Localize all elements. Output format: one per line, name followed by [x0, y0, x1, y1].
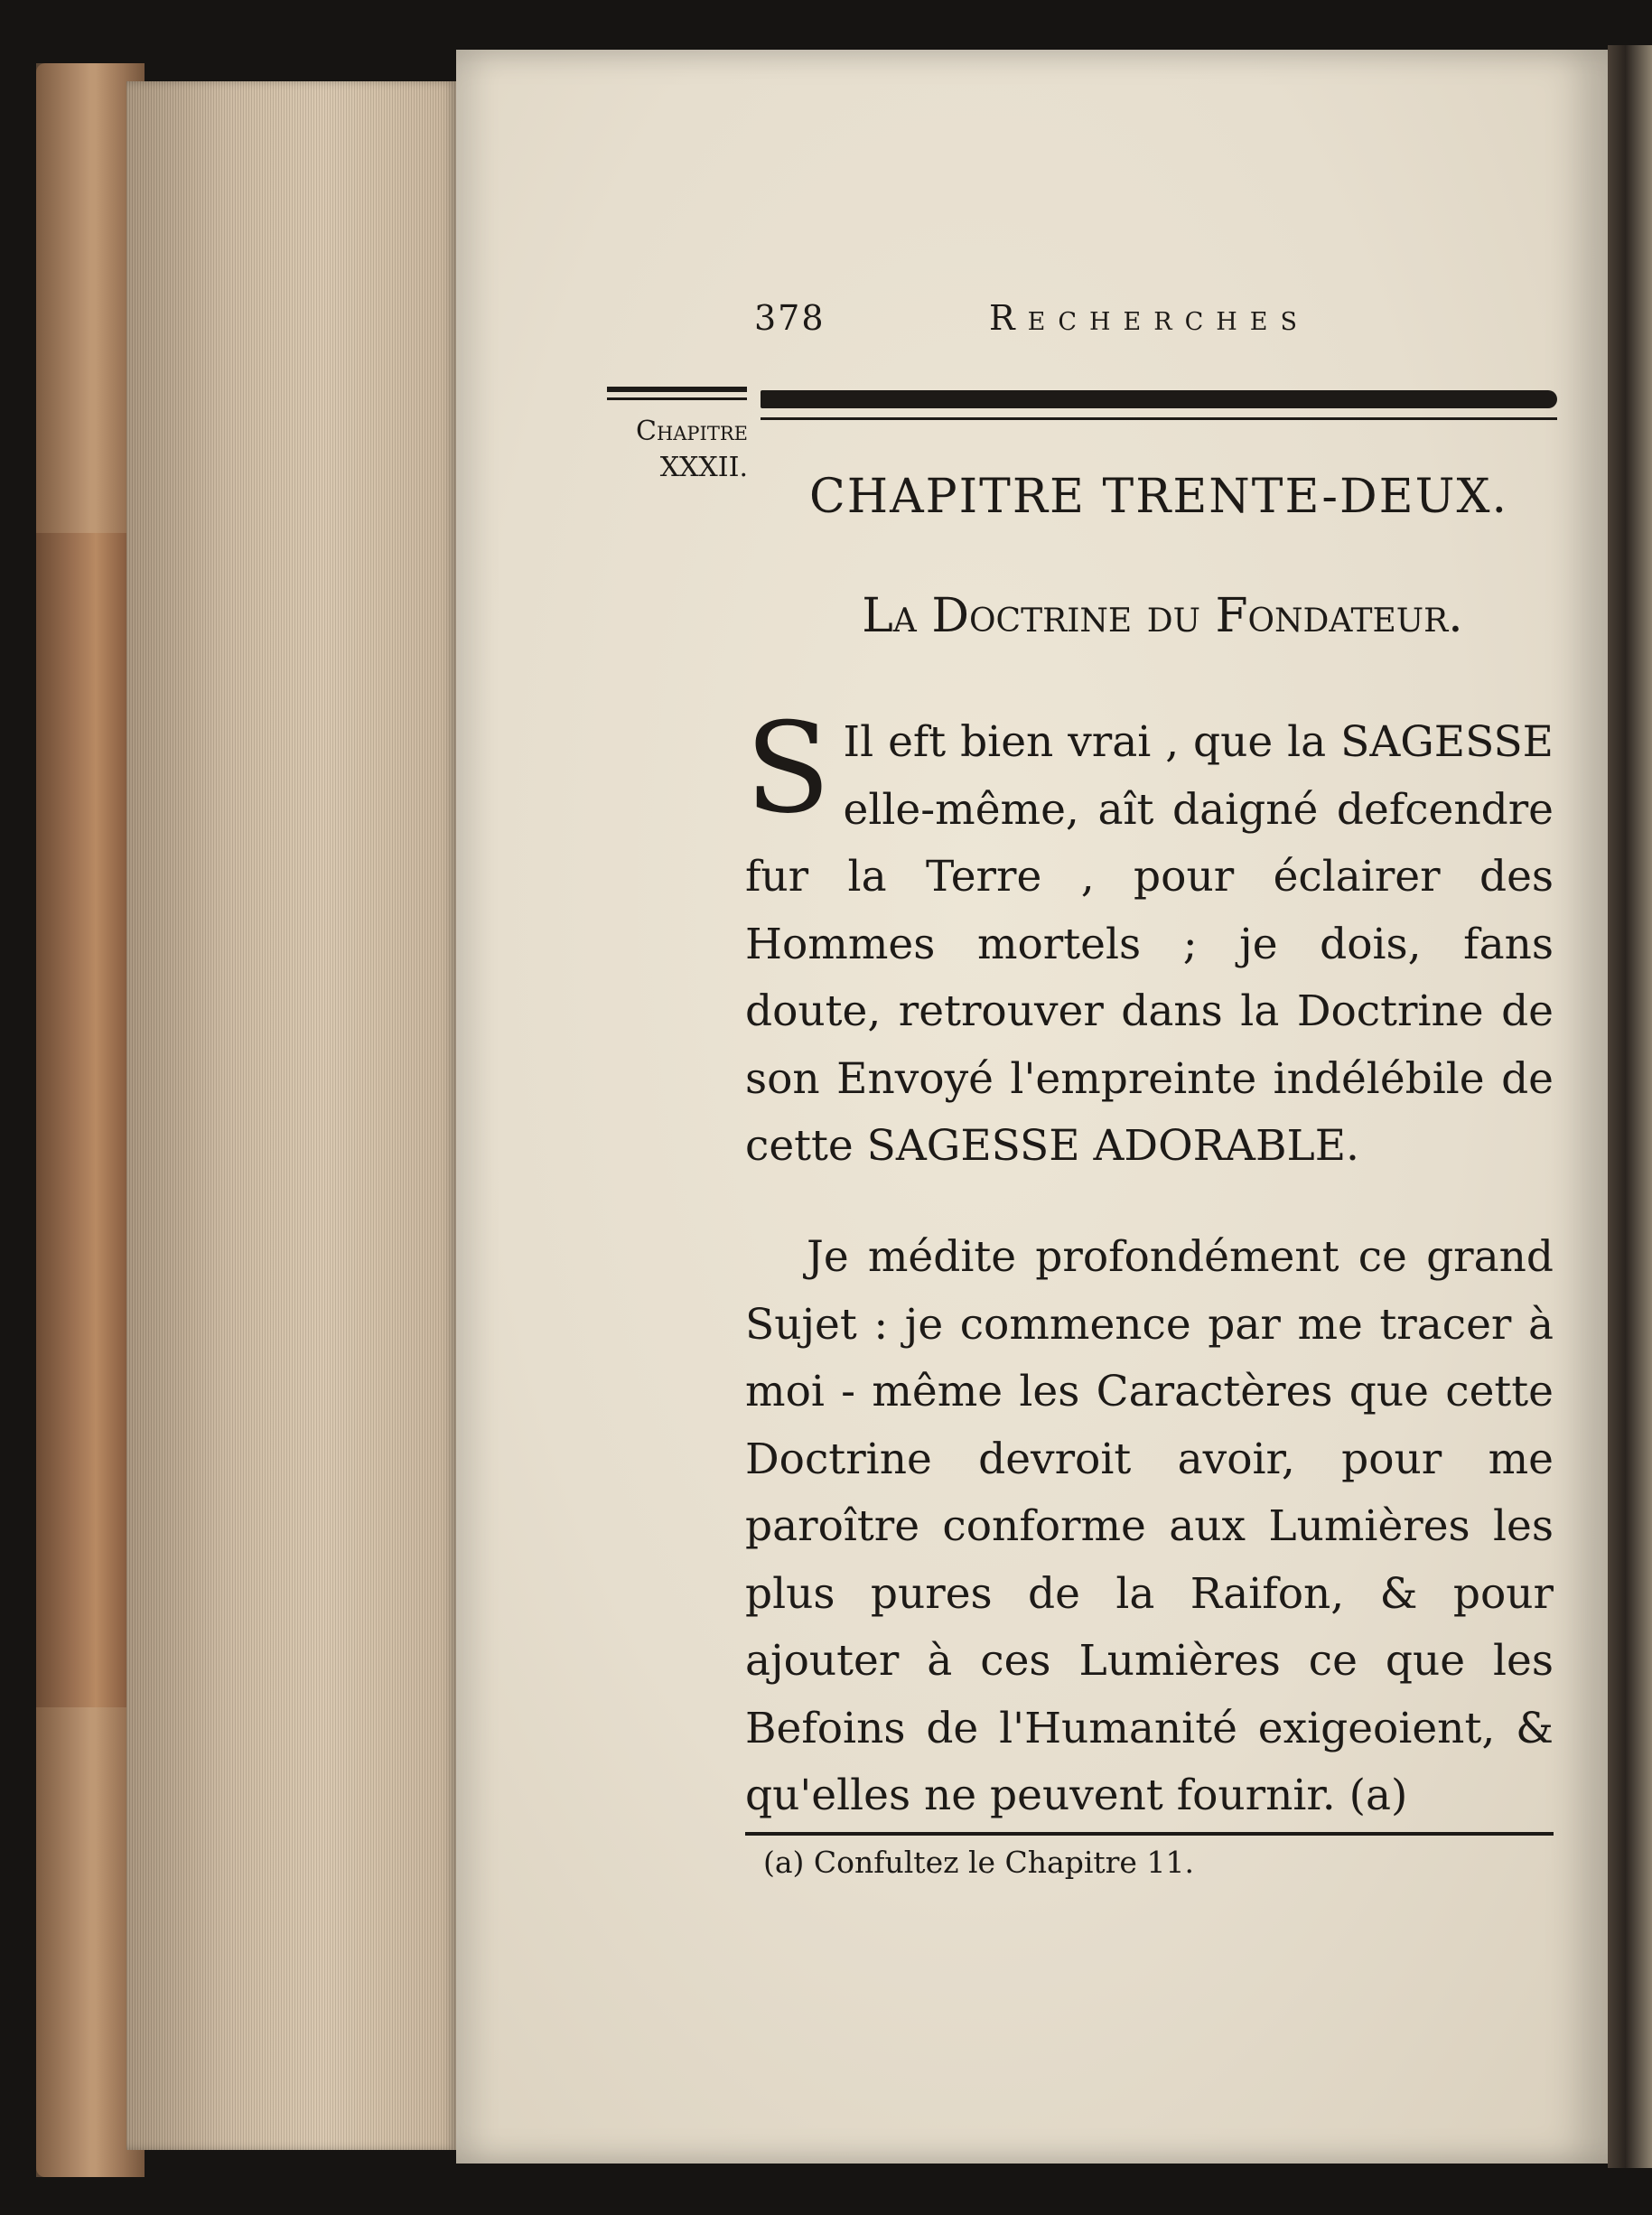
margin-rule-bottom — [607, 397, 747, 400]
chapter-rule-thick — [761, 390, 1557, 408]
margin-rule-top — [607, 387, 747, 392]
page-edges — [126, 81, 456, 2150]
book-gutter — [1608, 45, 1652, 2168]
paragraph-1 — [745, 696, 1554, 1181]
chapter-title: CHAPITRE TRENTE-DEUX. — [808, 470, 1509, 524]
chapter-rule-thin — [761, 417, 1557, 420]
margin-note — [603, 414, 748, 486]
margin-note-chapter: Chapitre — [635, 416, 748, 447]
paragraph-1-text: Il eft bien vrai , que la SAGESSE elle-même, aît daigné defcendre fur la Terre , pour éclairer des Hommes mortels ; je dois, fans doute, retrouver dans la Doctrine de son Envoyé l'empreinte indélébile de cette SAGESSE ADORABLE. — [745, 717, 1554, 1171]
running-title: Recherches — [989, 298, 1310, 338]
footnote: (a) Confultez le Chapitre 11. — [763, 1845, 1194, 1880]
page-number: 378 — [754, 298, 826, 338]
paragraph-2: Je médite profondément ce grand Sujet : je commence par me tracer à moi - même les Caractères que cette Doctrine devroit avoir, pour me paroître conforme aux Lumières les plus pures de la Raifon, & pour ajouter à ces Lumières ce que les Befoins de l'Humanité exigeoient, & qu'elles ne peuvent fournir. (a) — [745, 1232, 1554, 1820]
footnote-rule — [745, 1832, 1554, 1836]
chapter-subtitle: La Doctrine du Fondateur. — [862, 589, 1463, 643]
drop-cap: S — [745, 696, 831, 841]
margin-note-number: XXXII. — [659, 452, 748, 483]
